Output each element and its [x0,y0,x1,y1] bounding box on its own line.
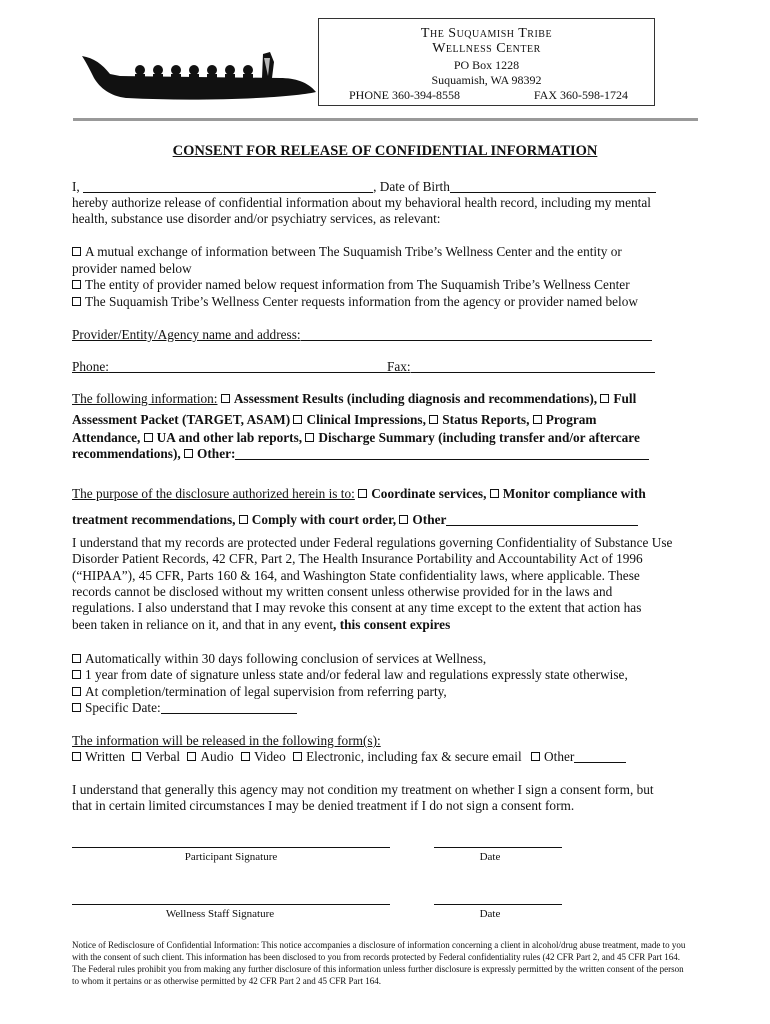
participant-signature-label: Participant Signature [184,851,278,863]
checkbox-expiry-specific-date[interactable] [72,703,81,712]
checkbox-clinical-impressions[interactable] [293,415,302,424]
phone-field[interactable] [109,360,387,373]
checkbox-written[interactable] [72,752,81,761]
expires-text: , this consent expires [333,617,451,632]
expiry-label: 1 year from date of signature unless state and/or federal law and regulations expressly state otherwise, [85,667,628,682]
checkbox-monitor-compliance[interactable] [490,489,499,498]
form-other-field[interactable] [574,750,626,763]
staff-signature-line[interactable] [72,904,390,905]
intro-line-2: hereby authorize release of confidential information about my behavioral health record, including my mental [72,195,651,210]
expiry-option-30days [72,651,486,668]
forms-options [72,749,626,766]
info-item: UA and other lab reports, [156,430,303,445]
header-divider [73,118,698,121]
provider-row [72,327,652,344]
info-item: Assessment Results (including diagnosis and recommendations), [233,391,598,406]
intro-line-3: health, substance use disorder and/or psychiatry services, as relevant: [72,211,441,226]
understand-text: been taken in reliance on it, and that in any event [72,617,334,632]
checkbox-expiry-30days[interactable] [72,654,81,663]
staff-signature-label: Wellness Staff Signature [165,908,275,920]
info-line-3 [72,430,640,447]
tribe-logo [80,48,320,108]
info-item: Status Reports, [442,412,530,427]
fax-label: Fax: [386,359,411,374]
expiry-label: At completion/termination of legal supervision from referring party, [85,684,447,699]
understand-line: records cannot be disclosed without my written consent unless otherwise provided for in the laws and [72,584,613,599]
option-label: The Suquamish Tribe’s Wellness Center requests information from the agency or provider named below [85,294,638,309]
checkbox-expiry-1year[interactable] [72,670,81,679]
checkbox-coordinate-services[interactable] [358,489,367,498]
checkbox-purpose-other[interactable] [399,515,408,524]
org-name: The Suquamish Tribe [420,26,553,41]
info-item: Clinical Impressions, [306,412,426,427]
info-line-4 [72,446,649,463]
provider-field[interactable] [301,328,652,341]
info-item: Program [545,412,597,427]
name-field[interactable] [83,180,373,193]
info-lead: The following information: [72,391,218,406]
checkbox-assessment-results[interactable] [221,394,230,403]
purpose-item: Other [412,512,447,527]
checkbox-program-attendance[interactable] [533,415,542,424]
checkbox-expiry-supervision[interactable] [72,687,81,696]
understand-line: regulations. I also understand that I may revoke this consent at any time except to the extent that action has [72,600,642,615]
checkbox-discharge-summary[interactable] [305,433,314,442]
checkbox-full-packet[interactable] [600,394,609,403]
purpose-item: Monitor compliance with [502,486,646,501]
specific-date-field[interactable] [161,701,297,714]
expiry-label: Specific Date: [85,700,161,715]
exchange-option-mutual-cont: provider named below [72,261,192,276]
header-box [318,18,655,106]
form-label: Electronic, including fax & secure email [306,749,522,764]
center-name: Wellness Center [432,41,541,56]
purpose-item: Coordinate services, [371,486,487,501]
checkbox-electronic[interactable] [293,752,302,761]
participant-date-label: Date [479,851,501,863]
intro-line-1 [72,179,656,196]
exchange-option-mutual [72,244,622,261]
option-label: A mutual exchange of information between The Suquamish Tribe’s Wellness Center and the entity or [85,244,622,259]
phone-label: Phone: [72,359,109,374]
form-label: Other [544,749,575,764]
city: Suquamish, WA 98392 [431,73,542,87]
staff-date-line[interactable] [434,904,562,905]
checkbox-verbal[interactable] [132,752,141,761]
form-label: Audio [200,749,234,764]
checkbox-ua-lab[interactable] [144,433,153,442]
info-line-2 [72,412,596,429]
page-title: CONSENT FOR RELEASE OF CONFIDENTIAL INFORMATION [172,143,598,159]
form-label: Written [85,749,126,764]
option-label: The entity of provider named below request information from The Suquamish Tribe’s Wellness Center [85,277,630,292]
purpose-item: treatment recommendations, [72,512,236,527]
po-box: PO Box 1228 [453,58,520,72]
form-label: Video [254,749,286,764]
info-line-1 [72,391,636,408]
expiry-label: Automatically within 30 days following conclusion of services at Wellness, [85,651,487,666]
purpose-line-1 [72,486,646,503]
info-other-field[interactable] [235,447,649,460]
redisclosure-notice: Notice of Redisclosure of Confidential Information: This notice accompanies a disclosure of information concerning a client in alcohol/drug abuse treatment, made to you with the consent of such client. This information has been disclosed to you from records protected by Federal confidentiality rules (42 CFR Part 2, and 45 CFR Part 164. The Federal rules prohibit you from making any further disclosure of this information unless further disclosure is expressly permitted by the written consent of the person to whom it pertains or as otherwise permitted by 42 CFR Part 2 and 45 CFR Part 164. [72,940,686,986]
participant-date-line[interactable] [434,847,562,848]
info-item: Assessment Packet (TARGET, ASAM) [72,412,291,427]
checkbox-court-order[interactable] [239,515,248,524]
checkbox-video[interactable] [241,752,250,761]
expiry-option-supervision [72,684,447,701]
info-item: Attendance, [72,430,141,445]
checkbox-tribe-request[interactable] [72,297,81,306]
provider-label: Provider/Entity/Agency name and address: [72,327,301,342]
checkbox-audio[interactable] [187,752,196,761]
purpose-lead: The purpose of the disclosure authorized herein is to: [72,486,355,501]
purpose-other-field[interactable] [446,513,638,526]
condition-line: I understand that generally this agency may not condition my treatment on whether I sign a consent form, but [72,782,654,797]
checkbox-form-other[interactable] [531,752,540,761]
checkbox-entity-request[interactable] [72,280,81,289]
phone: PHONE 360-394-8558 [349,88,460,102]
checkbox-status-reports[interactable] [429,415,438,424]
forms-lead: The information will be released in the following form(s): [72,733,381,748]
understand-line: Disorder Patient Records, 42 CFR, Part 2, The Health Insurance Portability and Accountability Act of 1996 [72,551,643,566]
fax: FAX 360-598-1724 [533,88,628,102]
dob-label: , Date of Birth [373,179,450,194]
expiry-option-specific [72,700,297,717]
purpose-item: Comply with court order, [251,512,397,527]
info-item: Full [613,391,637,406]
purpose-line-2 [72,512,638,529]
staff-date-label: Date [479,908,501,920]
dob-field[interactable] [450,180,656,193]
info-item: Other: [197,446,236,461]
info-item: recommendations), [72,446,181,461]
phone-fax-row [72,359,655,376]
condition-line: that in certain limited circumstances I may be denied treatment if I do not sign a consent form. [72,798,575,813]
checkbox-mutual-exchange[interactable] [72,247,81,256]
participant-signature-line[interactable] [72,847,390,848]
info-item: Discharge Summary (including transfer and/or aftercare [318,430,640,445]
understand-line: I understand that my records are protected under Federal regulations governing Confidentiality of Substance Use [72,535,673,550]
i-label: I, [72,179,80,194]
exchange-option-entity [72,277,630,294]
checkbox-info-other[interactable] [184,449,193,458]
understand-line: (“HIPAA”), 45 CFR, Parts 160 & 164, and Washington State confidentiality laws, where applicable. These [72,568,640,583]
form-label: Verbal [145,749,181,764]
understand-line-last [72,617,450,634]
expiry-option-1year [72,667,628,684]
fax-field[interactable] [411,360,655,373]
exchange-option-tribe [72,294,638,311]
